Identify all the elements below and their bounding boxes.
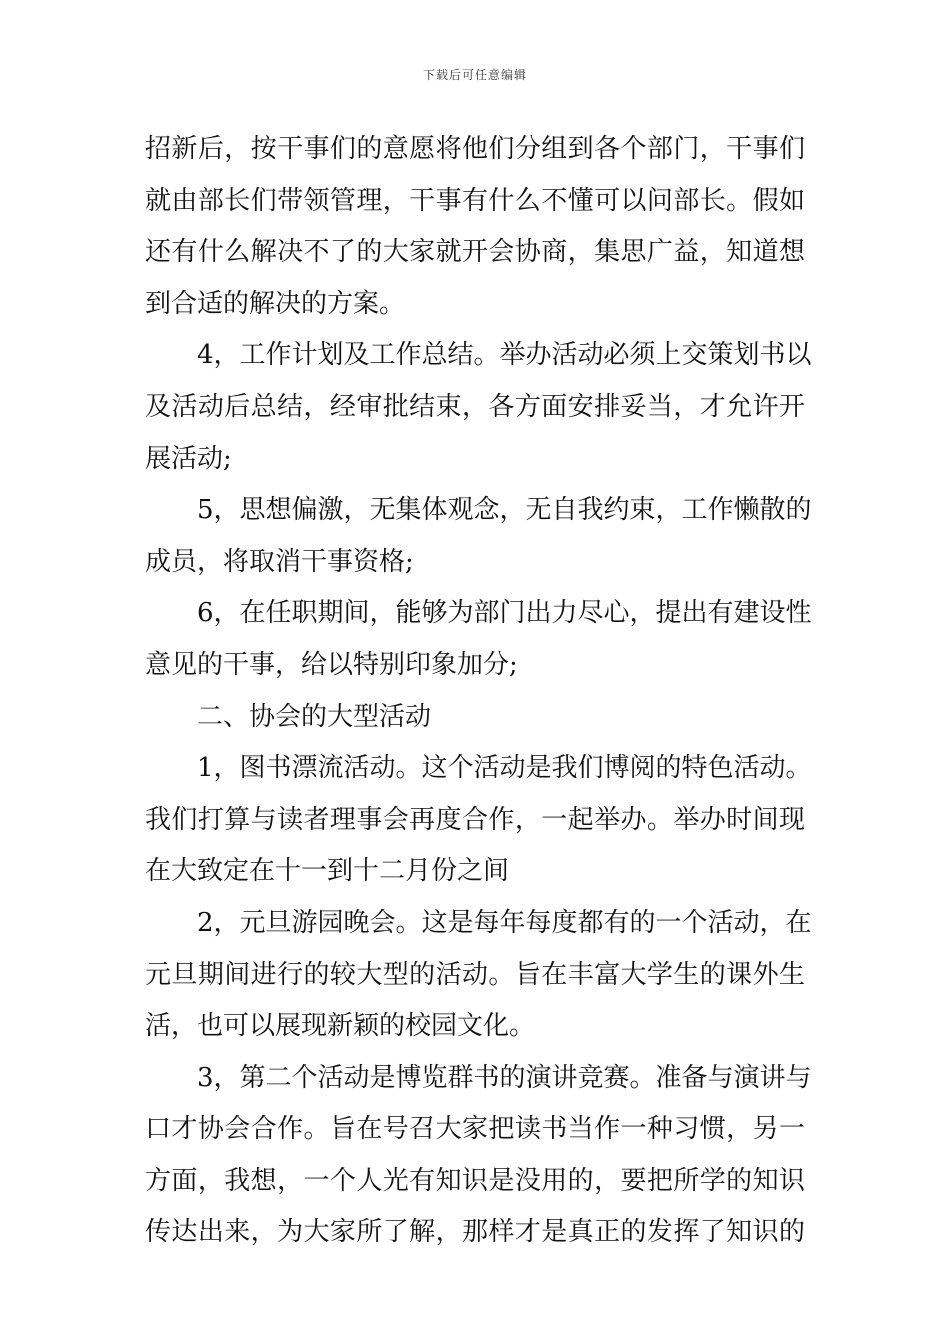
text-line: 传达出来，为大家所了解，那样才是真正的发挥了知识的: [145, 1217, 805, 1248]
text-line: 2，元旦游园晚会。这是每年每度都有的一个活动，在: [197, 907, 812, 938]
paragraph: [145, 743, 812, 898]
text-line: 口才协会合作。旨在号召大家把读书当作一种习惯，另一: [145, 1114, 805, 1145]
text-line: 到合适的解决的方案。: [145, 288, 406, 319]
paragraph: [145, 485, 812, 588]
text-line: 及活动后总结，经审批结束，各方面安排妥当，才允许开: [145, 391, 805, 422]
text-line: 元旦期间进行的较大型的活动。旨在丰富大学生的课外生: [145, 959, 805, 990]
text-line: 成员，将取消干事资格;: [145, 546, 414, 577]
text-line: 在大致定在十一到十二月份之间: [145, 856, 510, 887]
text-line: 1，图书漂流活动。这个活动是我们博阅的特色活动。: [197, 753, 812, 784]
text-line: 活，也可以展现新颖的校园文化。: [145, 1011, 536, 1042]
text-line: 4，工作计划及工作总结。举办活动必须上交策划书以: [197, 340, 812, 371]
text-line: 方面，我想，一个人光有知识是没用的，要把所学的知识: [145, 1165, 805, 1196]
paragraph: [145, 1053, 812, 1259]
text-line: 就由部长们带领管理，干事有什么不懂可以问部长。假如: [145, 185, 805, 216]
paragraph: [145, 330, 812, 485]
page-header: [0, 66, 950, 83]
paragraph: [145, 588, 812, 691]
paragraph: [145, 898, 812, 1053]
text-line: 我们打算与读者理事会再度合作，一起举办。举办时间现: [145, 804, 805, 835]
text-line: 3，第二个活动是博览群书的演讲竞赛。准备与演讲与: [197, 1062, 812, 1093]
document-body: [145, 124, 812, 1259]
text-line: 6，在任职期间，能够为部门出力尽心，提出有建设性: [197, 598, 812, 629]
text-line: 意见的干事，给以特别印象加分;: [145, 649, 518, 680]
paragraph: [145, 124, 805, 330]
text-line: 展活动;: [145, 443, 232, 474]
text-line: 5，思想偏激，无集体观念，无自我约束，工作懒散的: [197, 495, 812, 526]
header-text: 下载后可任意编辑: [422, 68, 527, 82]
text-line: 还有什么解决不了的大家就开会协商，集思广益，知道想: [145, 237, 805, 268]
text-line: 二、协会的大型活动: [197, 701, 432, 732]
section-heading: [145, 692, 805, 744]
text-line: 招新后，按干事们的意愿将他们分组到各个部门，干事们: [145, 134, 805, 164]
